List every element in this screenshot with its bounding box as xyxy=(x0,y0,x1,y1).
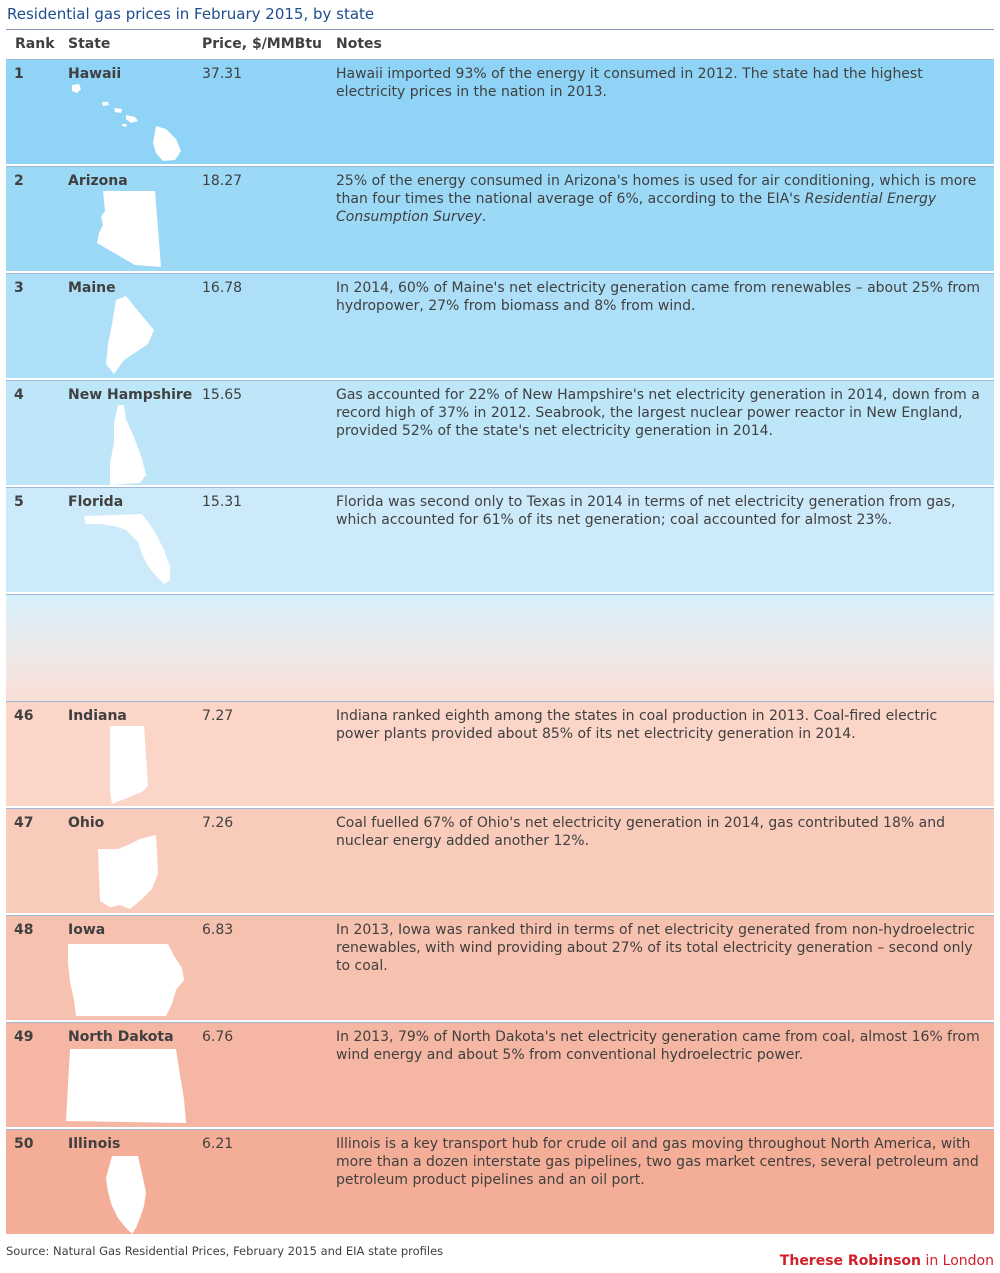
table-row xyxy=(6,166,994,271)
note-cell: Gas accounted for 22% of New Hampshire's net electricity generation in 2014, down from a record high of 37% in 2012. Seabrook, the largest nuclear power reactor in New England, provided 52% of the state's net electricity generation in 2014. xyxy=(336,387,980,439)
table-row xyxy=(6,1129,994,1234)
state-cell: Indiana xyxy=(68,708,127,724)
rank-cell: 50 xyxy=(14,1136,34,1152)
rank-cell: 46 xyxy=(14,708,34,724)
note-text-end: . xyxy=(481,209,487,225)
rank-cell: 5 xyxy=(14,494,24,510)
price-cell: 16.78 xyxy=(202,280,243,296)
price-cell: 7.27 xyxy=(202,708,234,724)
state-cell: Arizona xyxy=(68,173,128,189)
rank-cell: 47 xyxy=(14,815,34,831)
note-cell: Florida was second only to Texas in 2014 in terms of net electricity generation from gas, which accounted for 61% of its net generation; coal accounted for almost 23%. xyxy=(336,494,956,528)
note-cell: Illinois is a key transport hub for crude oil and gas moving throughout North America, with more than a dozen interstate gas pipelines, two gas market centres, several petroleum and petroleum product pipelines and an oil port. xyxy=(336,1136,979,1188)
new-hampshire-map-icon xyxy=(104,403,154,487)
note-cell: Hawaii imported 93% of the energy it consumed in 2012. The state had the highest electricity prices in the nation in 2013. xyxy=(336,66,923,100)
rank-cell: 4 xyxy=(14,387,24,403)
author-credit xyxy=(780,1253,994,1269)
price-cell: 6.76 xyxy=(202,1029,234,1045)
chart-title: Residential gas prices in February 2015, by state xyxy=(7,5,375,23)
price-cell: 6.21 xyxy=(202,1136,234,1152)
ohio-map-icon xyxy=(94,833,164,913)
price-cell: 37.31 xyxy=(202,66,243,82)
illinois-map-icon xyxy=(102,1154,156,1236)
rank-cell: 2 xyxy=(14,173,24,189)
price-cell: 6.83 xyxy=(202,922,234,938)
florida-map-icon xyxy=(82,512,177,587)
note-italic-text: Residential Energy Consumption Survey xyxy=(336,191,937,225)
rank-cell: 48 xyxy=(14,922,34,938)
state-cell: North Dakota xyxy=(68,1029,174,1045)
note-cell: Coal fuelled 67% of Ohio's net electricity generation in 2014, gas contributed 18% and nuclear energy added another 12%. xyxy=(336,815,945,849)
price-cell: 15.31 xyxy=(202,494,243,510)
hawaii-map-icon xyxy=(66,80,191,162)
header-notes: Notes xyxy=(336,36,382,52)
source-note: Source: Natural Gas Residential Prices, February 2015 and EIA state profiles xyxy=(6,1244,444,1258)
note-cell: In 2014, 60% of Maine's net electricity generation came from renewables – about 25% from hydropower, 27% from biomass and 8% from wind. xyxy=(336,280,981,314)
note-cell: Indiana ranked eighth among the states in coal production in 2013. Coal-fired electric power plants provided about 85% of its net electricity generation in 2014. xyxy=(336,708,938,742)
table-row xyxy=(6,808,994,913)
note-cell: In 2013, 79% of North Dakota's net electricity generation came from coal, almost 16% from wind energy and about 5% from conventional hydroelectric power. xyxy=(336,1029,980,1063)
iowa-map-icon xyxy=(64,938,189,1020)
table-row xyxy=(6,487,994,592)
header-state: State xyxy=(68,36,111,52)
price-cell: 7.26 xyxy=(202,815,234,831)
author-name: Therese Robinson xyxy=(779,1253,922,1269)
state-cell: Iowa xyxy=(68,922,106,938)
table-row xyxy=(6,701,994,806)
price-cell: 18.27 xyxy=(202,173,243,189)
state-cell: Illinois xyxy=(68,1136,121,1152)
state-cell: New Hampshire xyxy=(68,387,193,403)
state-cell: Hawaii xyxy=(68,66,122,82)
note-cell xyxy=(336,172,984,226)
price-cell: 15.65 xyxy=(202,387,243,403)
table-row xyxy=(6,1022,994,1127)
rank-cell: 3 xyxy=(14,280,24,296)
rank-cell: 1 xyxy=(14,66,24,82)
state-cell: Ohio xyxy=(68,815,105,831)
table-header xyxy=(6,33,994,59)
table-row xyxy=(6,915,994,1020)
arizona-map-icon xyxy=(91,187,171,272)
north-dakota-map-icon xyxy=(64,1045,192,1127)
title-divider xyxy=(6,29,994,30)
indiana-map-icon xyxy=(104,722,154,807)
header-rank: Rank xyxy=(15,36,55,52)
state-cell: Maine xyxy=(68,280,116,296)
author-location: in London xyxy=(925,1253,994,1269)
omitted-states-gap xyxy=(6,594,994,701)
header-price: Price, $/MMBtu xyxy=(202,36,322,52)
note-text: 25% of the energy consumed in Arizona's homes is used for air conditioning, which is more than four times the national average of 6%, according to the EIA's xyxy=(336,173,977,207)
maine-map-icon xyxy=(98,294,163,379)
state-cell: Florida xyxy=(68,494,124,510)
table-row xyxy=(6,59,994,164)
table-row xyxy=(6,273,994,378)
rank-cell: 49 xyxy=(14,1029,34,1045)
note-cell: In 2013, Iowa was ranked third in terms of net electricity generated from non-hydroelectric renewables, with wind providing about 27% of its total electricity generation – second only to coal. xyxy=(336,922,975,974)
table-row xyxy=(6,380,994,485)
